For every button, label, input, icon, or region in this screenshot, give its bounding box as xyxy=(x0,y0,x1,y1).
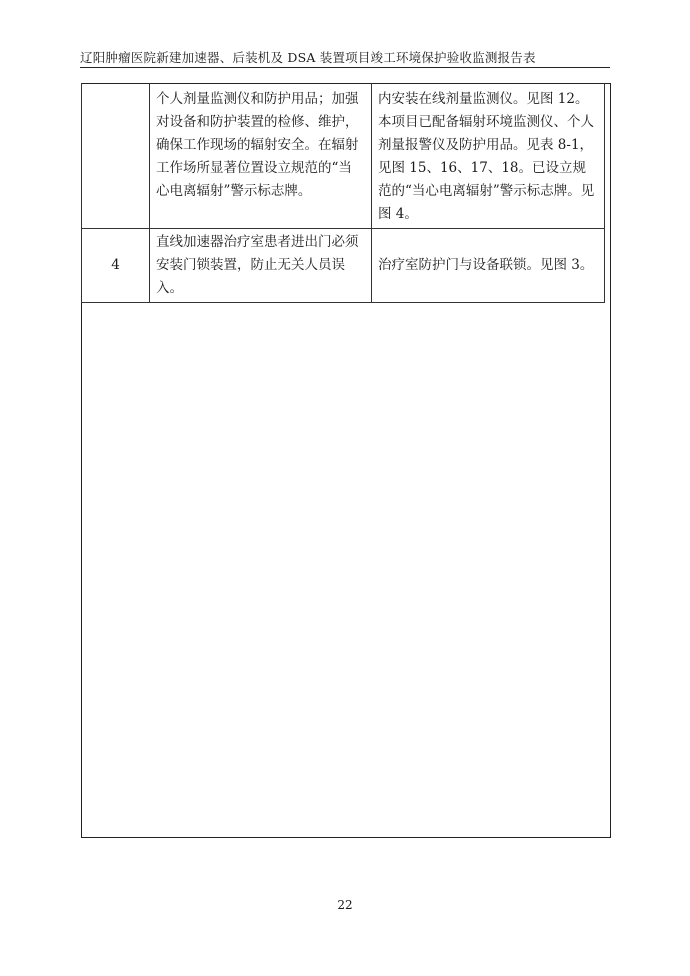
table-row xyxy=(82,83,605,229)
page-number: 22 xyxy=(337,898,353,912)
requirements-table xyxy=(81,83,605,303)
requirement-cell: 直线加速器治疗室患者进出门必须安装门锁装置，防止无关人员误入。 xyxy=(150,229,372,303)
row-number xyxy=(82,83,150,229)
requirement-cell: 个人剂量监测仪和防护用品；加强对设备和防护装置的检修、维护，确保工作现场的辐射安全。在辐射工作场所显著位置设立规范的“当心电离辐射”警示标志牌。 xyxy=(150,83,372,229)
page-header: 辽阳肿瘤医院新建加速器、后装机及 DSA 装置项目竣工环境保护验收监测报告表 xyxy=(80,50,536,65)
row-number: 4 xyxy=(82,229,150,303)
table-row xyxy=(82,229,605,303)
header-rule xyxy=(80,67,610,68)
status-cell: 内安装在线剂量监测仪。见图 12。本项目已配备辐射环境监测仪、个人剂量报警仪及防护用品。见表 8-1，见图 15、16、17、18。已设立规范的“当心电离辐射”警示标志牌。见图 4。 xyxy=(372,83,605,229)
status-cell: 治疗室防护门与设备联锁。见图 3。 xyxy=(372,229,605,303)
